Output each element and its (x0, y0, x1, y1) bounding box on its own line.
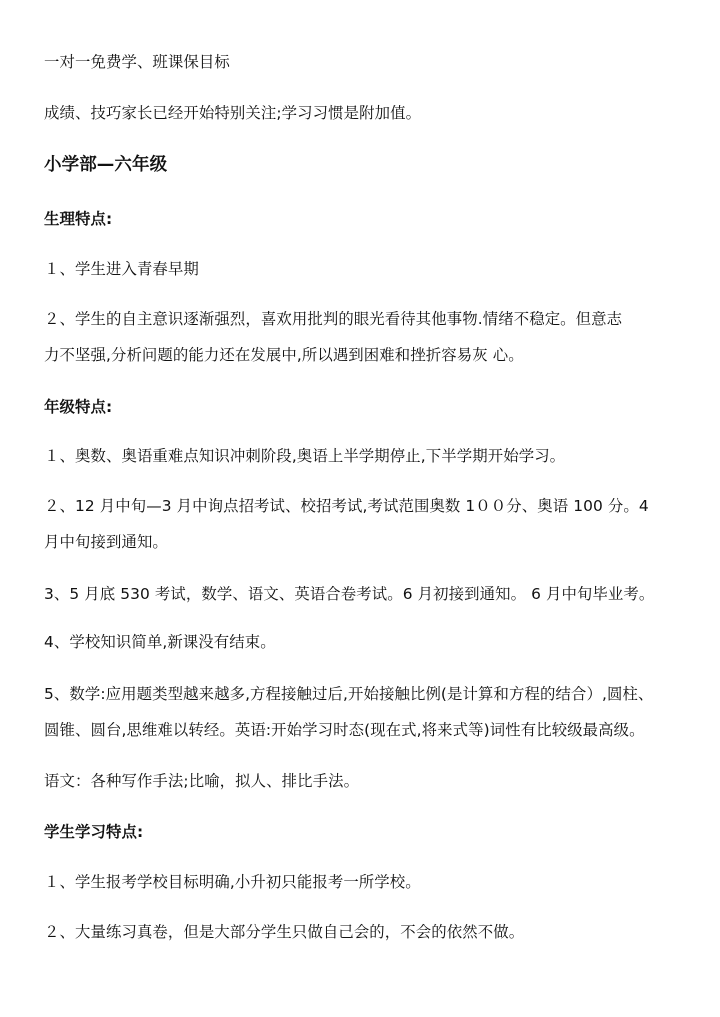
grade-item-5-line-3: 语文：各种写作手法;比喻，拟人、排比手法。 (44, 772, 360, 790)
grade-heading: 年级特点: (44, 398, 113, 416)
intro-line-1: 一对一免费学、班课保目标 (44, 53, 230, 71)
physio-item-1: １、学生进入青春早期 (44, 260, 199, 278)
section-title: 小学部—六年级 (44, 155, 168, 175)
grade-item-4: 4、学校知识简单,新课没有结束。 (44, 633, 276, 651)
grade-item-5-line-2: 圆锥、圆台,思维难以转经。英语:开始学习时态(现在式,将来式等)词性有比较级最高级。 (44, 721, 645, 739)
grade-item-3: 3、5 月底 530 考试，数学、语文、英语合卷考试。6 月初接到通知。 6 月中旬毕业考。 (44, 585, 655, 603)
grade-item-2-line-2: 月中旬接到通知。 (44, 533, 168, 551)
study-heading: 学生学习特点: (44, 823, 144, 841)
physio-heading: 生理特点: (44, 210, 113, 228)
physio-item-2-line-1: ２、学生的自主意识逐渐强烈，喜欢用批判的眼光看待其他事物.情绪不稳定。但意志 (44, 310, 623, 328)
grade-item-5-line-1: 5、数学:应用题类型越来越多,方程接触过后,开始接触比例(是计算和方程的结合）,圆柱、 (44, 685, 654, 703)
grade-item-1: １、奥数、奥语重难点知识冲刺阶段,奥语上半学期停止,下半学期开始学习。 (44, 447, 566, 465)
intro-line-2: 成绩、技巧家长已经开始特别关注;学习习惯是附加值。 (44, 104, 422, 122)
grade-item-2-line-1: ２、12 月中旬—3 月中询点招考试、校招考试,考试范围奥数 1００分、奥语 100 分。4 (44, 497, 649, 515)
physio-item-2-line-2: 力不坚强,分析问题的能力还在发展中,所以遇到困难和挫折容易灰 心。 (44, 346, 524, 364)
study-item-2: ２、大量练习真卷，但是大部分学生只做自己会的，不会的依然不做。 (44, 923, 525, 941)
study-item-1: １、学生报考学校目标明确,小升初只能报考一所学校。 (44, 873, 421, 891)
